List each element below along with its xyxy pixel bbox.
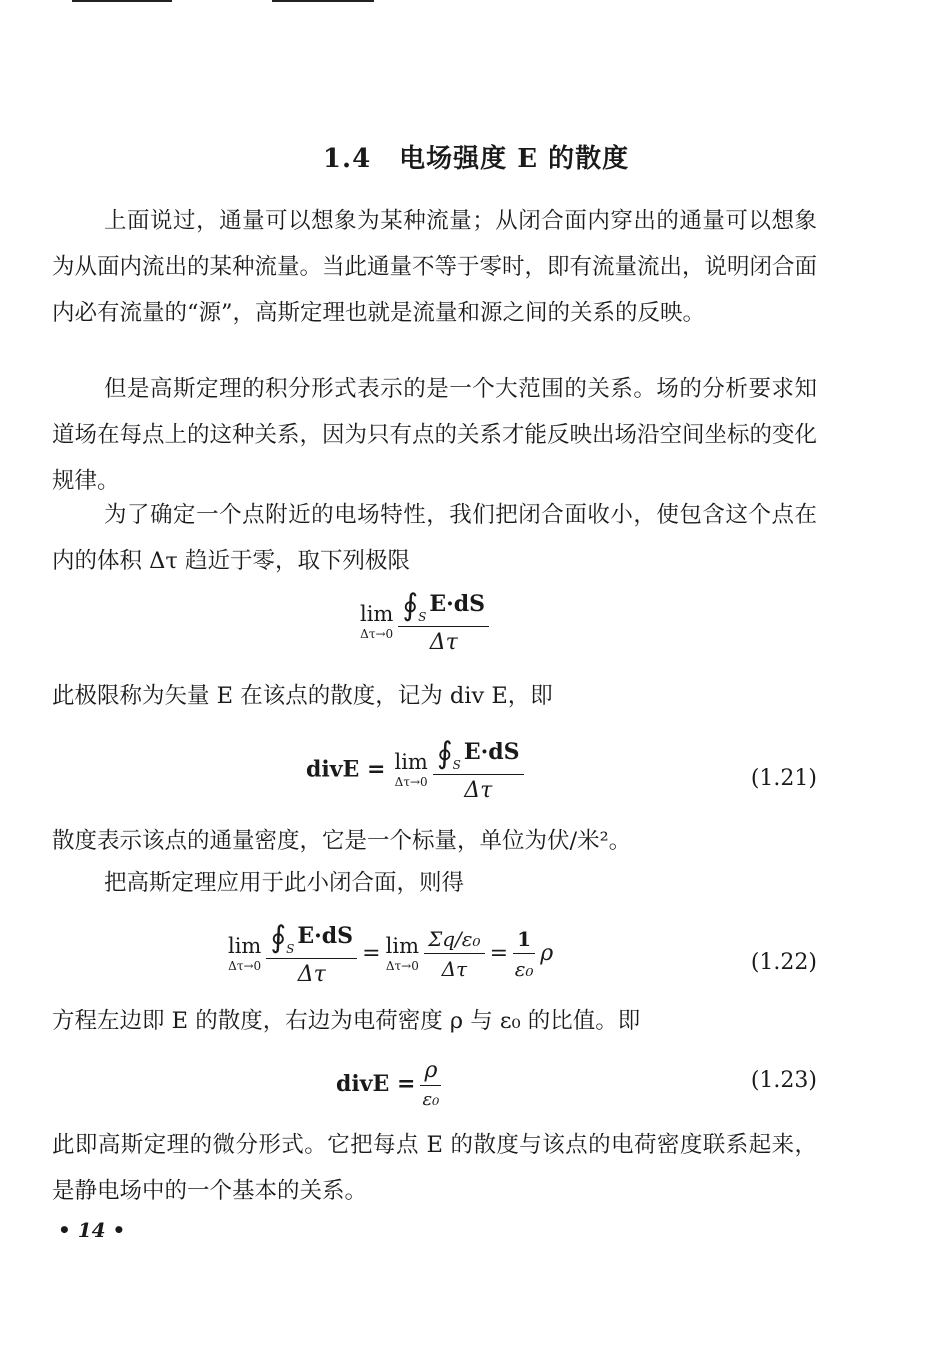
formula-1-23: divE = $\frac{\rho}{\text{ε₀}}$ (336, 1058, 441, 1110)
closed-integral-sign: ∮ (436, 736, 453, 771)
formula-1-21 (306, 736, 524, 803)
page-number: • 14 • (58, 1218, 126, 1242)
charge-fraction: $\frac{\text{Σq/ε₀}}{\Delta\tau}$ (424, 927, 484, 981)
equation-number-1-21: (1.21) (750, 766, 817, 791)
lim-operator: lim Δτ→0 (385, 933, 420, 973)
integrand: E·dS (297, 923, 354, 949)
lim-operator: lim Δτ→0 (360, 601, 394, 641)
div-fraction: $\frac{∮_S E\cdot dS}{\Delta\tau}$ (433, 736, 524, 803)
section-heading (0, 138, 952, 175)
paragraph-1: 上面说过，通量可以想象为某种流量；从闭合面内穿出的通量可以想象为从面内流出的某种流量。当此通量不等于零时，即有流量流出，说明闭合面内必有流量的“源”，高斯定理也就是流量和源之间的关系的反映。 (52, 208, 818, 326)
gauss-fraction: $\frac{∮_S E\cdot dS}{\Delta\tau}$ (266, 920, 357, 987)
equation-number-1-23: (1.23) (750, 1068, 817, 1093)
lim-operator: lim Δτ→0 (394, 749, 428, 789)
paragraph-3: 为了确定一个点附近的电场特性，我们把闭合面收小，使包含这个点在内的体积 Δτ 趋近于零，取下列极限 (52, 502, 817, 574)
top-rule-left (72, 0, 172, 2)
limit-formula (360, 588, 489, 655)
denominator: Δτ (464, 778, 493, 803)
paragraph-8: 此即高斯定理的微分形式。它把每点 E 的散度与该点的电荷密度联系起来，是静电场中的一个基本的关系。 (52, 1132, 817, 1204)
section-title: 电场强度 E 的散度 (399, 144, 630, 174)
paragraph-5: 散度表示该点的通量密度，它是一个标量，单位为伏/米²。 (52, 828, 632, 854)
paragraph-2: 但是高斯定理的积分形式表示的是一个大范围的关系。场的分析要求知道场在每点上的这种关系，因为只有点的关系才能反映出场沿空间坐标的变化规律。 (52, 376, 818, 494)
div-lhs: divE = (306, 756, 386, 783)
paragraph-7: 方程左边即 E 的散度，右边为电荷密度 ρ 与 ε₀ 的比值。即 (52, 1008, 641, 1034)
section-number: 1.4 (322, 144, 372, 174)
limit-fraction: $\frac{∮_S E\cdot dS}{\Delta\tau}$ (398, 588, 489, 655)
closed-integral-sign: ∮ (402, 588, 419, 623)
formula-1-22: lim Δτ→0 $\frac{∮_S E\cdot dS}{\Delta\tau}$ = lim Δτ→0 $\frac{\text{Σq/ε₀}}{\Delta\tau}$ = $\frac{1}{\text{ε₀}}$ ρ (228, 920, 554, 987)
paragraph-6: 把高斯定理应用于此小闭合面，则得 (104, 870, 465, 896)
closed-integral-sign: ∮ (270, 920, 287, 955)
equation-number-1-22: (1.22) (750, 950, 817, 975)
one-over-eps-fraction: $\frac{1}{\text{ε₀}}$ (514, 926, 534, 981)
rho-symbol: ρ (540, 941, 554, 966)
integrand: E·dS (463, 739, 520, 765)
lim-operator: lim Δτ→0 (228, 933, 262, 973)
denominator: Δτ (429, 630, 458, 655)
integrand: E·dS (429, 591, 486, 617)
top-rule-right (272, 0, 374, 2)
rho-over-eps-fraction: $\frac{\rho}{\text{ε₀}}$ (420, 1058, 441, 1110)
paragraph-4: 此极限称为矢量 E 在该点的散度，记为 div E，即 (52, 683, 553, 709)
